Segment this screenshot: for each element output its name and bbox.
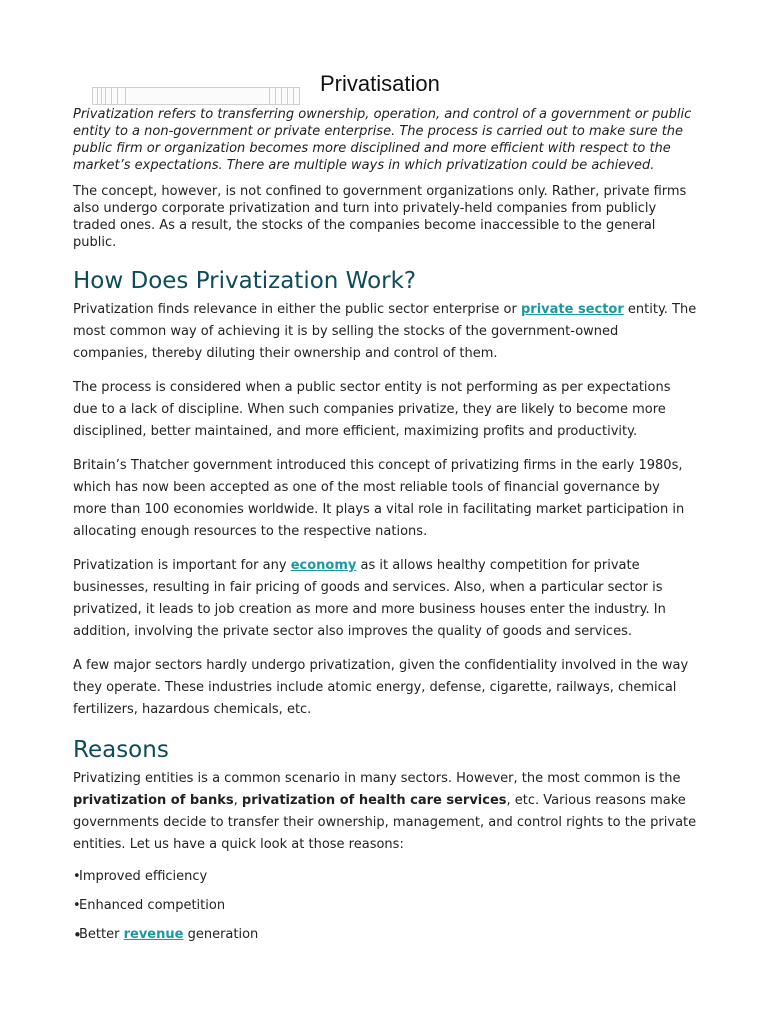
text-span: generation — [183, 927, 259, 942]
how-paragraph-1 — [73, 299, 697, 365]
how-paragraph-3: Britain’s Thatcher government introduced this concept of privatizing firms in the early 1980s, which has now been accepted as one of the most reliable tools of financial governance by more than 100 economies worldwide. It plays a vital role in facilitating market participation in allocating enough resources to the respective nations. — [73, 458, 685, 539]
document-page — [73, 68, 697, 955]
list-item-text: Enhanced competition — [79, 898, 226, 913]
text-span: , etc. Various reasons make governments decide to transfer their ownership, management, and control rights to the private entities. Let us have a quick look at those reasons: — [73, 793, 697, 852]
text-span: Privatization finds relevance in either the public sector enterprise or — [73, 302, 521, 317]
bullet-icon: • — [73, 898, 81, 913]
text-span: , — [233, 793, 242, 808]
how-paragraph-4 — [73, 555, 697, 643]
bullet-icon: • — [73, 926, 82, 944]
heading-how-privatization-works: How Does Privatization Work? — [73, 268, 417, 294]
concept-paragraph: The concept, however, is not confined to government organizations only. Rather, private firms also undergo corporate privatization and turn into privately-held companies from publicly traded ones. As a result, the stocks of the companies become inaccessible to the general public. — [73, 184, 687, 250]
text-span: Privatization is important for any — [73, 558, 291, 573]
intro-paragraph: Privatization refers to transferring ownership, operation, and control of a government or public entity to a non-government or private enterprise. The process is carried out to make sure the public firm or organization becomes more disciplined and more efficient with respect to the market’s expectations. There are multiple ways in which privatization could be achieved. — [73, 107, 692, 173]
heading-reasons: Reasons — [73, 737, 169, 763]
reasons-paragraph — [73, 768, 697, 856]
how-paragraph-2: The process is considered when a public sector entity is not performing as per expectations due to a lack of discipline. When such companies privatize, they are likely to become more disciplined, better maintained, and more efficient, maximizing profits and productivity. — [73, 380, 671, 439]
text-span: Privatizing entities is a common scenario in many sectors. However, the most common is the — [73, 771, 681, 786]
list-item — [73, 868, 697, 886]
text-span: as it allows healthy competition for private businesses, resulting in fair pricing of goods and services. Also, when a particular sector is privatized, it leads to job creation as more and more business houses enter the industry. In addition, involving the private sector also improves the quality of goods and services. — [73, 558, 666, 639]
list-item-text: Improved efficiency — [79, 869, 208, 884]
revenue-link[interactable]: revenue — [123, 927, 184, 942]
how-paragraph-5: A few major sectors hardly undergo privatization, given the confidentiality involved in the way they operate. These industries include atomic energy, defense, cigarette, railways, chemical fertilizers, hazardous chemicals, etc. — [73, 658, 689, 717]
list-item-text — [79, 926, 258, 944]
title-decoration-image — [92, 87, 300, 105]
bold-text-banks: privatization of banks — [73, 793, 234, 808]
title-row — [73, 68, 697, 106]
bullet-icon: • — [73, 869, 81, 884]
economy-link[interactable]: economy — [290, 558, 357, 573]
reasons-list — [73, 868, 697, 944]
page-title: Privatisation — [320, 71, 440, 96]
bold-text-health-care: privatization of health care services — [241, 793, 507, 808]
private-sector-link[interactable]: private sector — [520, 302, 624, 317]
text-span: entity. The most common way of achieving it is by selling the stocks of the government-owned companies, thereby diluting their ownership and control of them. — [73, 302, 697, 361]
list-item — [73, 897, 697, 915]
text-span: Better — [79, 927, 124, 942]
list-item — [73, 926, 697, 944]
